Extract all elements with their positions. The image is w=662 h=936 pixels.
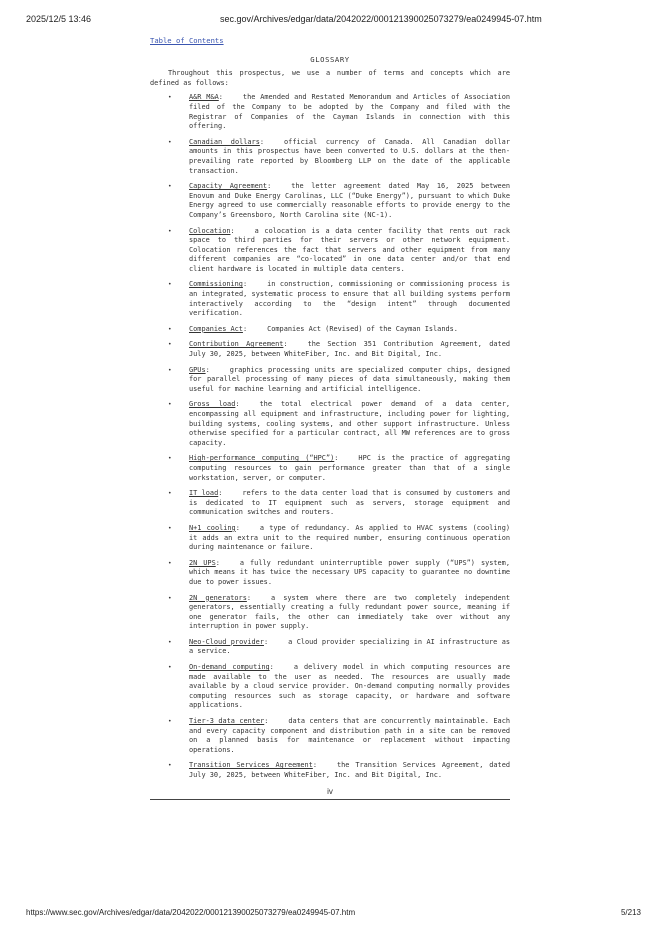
glossary-definition: a system where there are two completely independent generators, essentially creating a fully redundant power source, meaning if one generator fails, the other can immediately take over without any interruption in power supply. [189,593,511,631]
glossary-entry [150,559,510,588]
glossary-term: On-demand computing [189,663,270,672]
glossary-entry [150,761,510,780]
bullet-icon: • [168,594,172,602]
glossary-definition: in construction, commissioning or commissioning process is an integrated, systematic process to ensure that all building systems perform interactively according to the “design intent” through documented verification. [189,280,510,318]
glossary-term: Tier-3 data center [189,717,265,726]
glossary-entry [150,182,510,220]
term-colon: : [267,182,272,191]
term-colon: : [218,489,223,498]
glossary-entry [150,638,510,657]
glossary-entry [150,717,510,755]
glossary-definition: a colocation is a data center facility that rents out rack space to third parties for their servers or other network equipment. Colocation references the fact that servers and other equipment from many different companies are “co-located” in one data center and/or that end client hardware is located in multiple data centers. [189,226,510,273]
glossary-entry [150,400,510,448]
glossary-term: Transition Services Agreement [189,761,313,770]
page-number: iv [150,787,510,801]
bullet-icon: • [168,638,172,646]
bullet-icon: • [168,138,172,146]
glossary-term: A&R M&A [189,93,219,102]
term-colon: : [215,558,220,567]
glossary-definition: the Amended and Restated Memorandum and Articles of Association filed of the Company to be adopted by the Company and filed with the Registrar of Companies of the Cayman Islands in connection with this offering. [189,93,511,131]
term-colon: : [230,226,235,235]
bullet-icon: • [168,762,172,770]
term-colon: : [312,761,317,770]
term-colon: : [283,340,288,349]
glossary-definition: a Cloud provider specializing in AI infrastructure as a service. [189,637,510,656]
glossary-definition: the Transition Services Agreement, dated July 30, 2025, between WhiteFiber, Inc. and Bit Digital, Inc. [189,761,510,779]
bullet-icon: • [168,281,172,289]
glossary-definition: a fully redundant uninterruptible power supply (“UPS”) system, which means it has twice the necessary UPS capacity to guarantee no downtime due to power issues. [189,558,510,586]
bullet-icon: • [168,664,172,672]
page-title: GLOSSARY [310,54,350,64]
term-colon: : [242,280,248,289]
glossary-term: Companies Act [189,324,243,333]
glossary-entry [150,524,510,553]
term-colon: : [246,593,252,602]
bullet-icon: • [168,227,172,235]
glossary-term: 2N generators [189,593,247,602]
browser-print-footer-url: https://www.sec.gov/Archives/edgar/data/2042022/000121390025073279/ea0249945-07.htm [26,908,356,917]
document-page [150,36,510,800]
glossary-definition: a delivery model in which computing resources are made available to the user as needed. The resources are usually made available by a cloud service provider. On-demand computing normally provides computing resources such as storage capacity, or hardware and software applications. [189,663,510,710]
bullet-icon: • [168,718,172,726]
bullet-icon: • [168,183,172,191]
term-colon: : [269,663,274,672]
glossary-definition: Companies Act (Revised) of the Cayman Islands. [267,324,458,333]
glossary-term: Capacity Agreement [189,182,268,191]
bullet-icon: • [168,341,172,349]
term-colon: : [235,400,240,409]
glossary-entry [150,594,510,632]
term-colon: : [218,93,223,102]
bullet-icon: • [168,524,172,532]
glossary-entry [150,340,510,359]
glossary-term: IT load [189,489,219,498]
glossary-entry [150,366,510,395]
bullet-icon: • [168,559,172,567]
glossary-definition: the letter agreement dated May 16, 2025 between Enovum and Duke Energy Carolinas, LLC (“Duke Energy”), pursuant to which Duke Energy agreed to use commercially reasonable efforts to provide energy to the Company’s Greensboro, North Carolina site (NC-1). [189,182,510,219]
glossary-term: Commissioning [189,280,243,289]
glossary-entry [150,93,510,131]
glossary-definition: HPC is the practice of aggregating computing resources to gain performance greater than that of a single workstation, server, or computer. [189,454,510,482]
glossary-term: Gross load [189,400,236,409]
term-colon: : [235,523,240,532]
bullet-icon: • [168,455,172,463]
term-colon: : [242,324,248,333]
browser-print-page-count: 5/213 [620,908,641,917]
glossary-entry [150,489,510,518]
glossary-term: GPUs [189,365,206,374]
glossary-term: Contribution Agreement [189,340,284,349]
table-of-contents-link[interactable]: Table of Contents [150,36,224,45]
glossary-definition: graphics processing units are specialized computer chips, designed for parallel processing of many pieces of data simultaneously, making them useful for machine learning and artificial intelligence. [189,365,510,393]
glossary-entry [150,663,510,711]
glossary-definition: official currency of Canada. All Canadian dollar amounts in this prospectus have been converted to U.S. dollars at the then-prevailing rate reported by Bloomberg LLP on the date of the applicable transaction. [189,137,510,175]
bullet-icon: • [168,366,172,374]
glossary-term: N+1 cooling [189,523,236,532]
bullet-icon: • [168,94,172,102]
glossary-entry [150,280,510,318]
glossary-term: Neo-Cloud provider [189,637,264,646]
glossary-term: Colocation [189,226,231,235]
glossary-definition: a type of redundancy. As applied to HVAC systems (cooling) it adds an extra unit to the required number, ensuring continuous operation during maintenance or failure. [189,523,510,552]
glossary-term: Canadian dollars [189,137,260,146]
glossary-definition: data centers that are concurrently maintainable. Each and every capacity component and distribution path in a site can be removed on a planned basis for maintenance or replacement without impacting operations. [189,717,510,754]
term-colon: : [259,137,265,146]
term-colon: : [205,365,210,374]
term-colon: : [334,454,339,463]
glossary-definition: refers to the data center load that is consumed by customers and is dedicated to IT equipment such as servers, storage equipment and communication switches and routers. [189,489,510,517]
glossary-entry [150,325,510,335]
bullet-icon: • [168,325,172,333]
glossary-entry [150,454,510,483]
glossary-definition: the Section 351 Contribution Agreement, dated July 30, 2025, between WhiteFiber, Inc. and Bit Digital, Inc. [189,340,510,359]
bullet-icon: • [168,490,172,498]
glossary-term: 2N UPS [189,558,216,567]
glossary-term: High-performance computing (“HPC”) [189,454,335,463]
glossary-entry [150,138,510,176]
glossary-intro: Throughout this prospectus, we use a number of terms and concepts which are defined as follows: [150,69,510,87]
term-colon: : [264,717,269,726]
glossary-entry [150,227,510,275]
browser-print-datetime: 2025/12/5 13:46 [26,14,92,24]
term-colon: : [263,637,269,646]
glossary-definition: the total electrical power demand of a data center, encompassing all equipment and infrastructure, including power for lighting, building systems, cooling systems, and other support infrastructure. Unless otherwise specified for a particular contract, all MW references are to gross capacity. [189,400,510,447]
browser-print-url: sec.gov/Archives/edgar/data/2042022/000121390025073279/ea0249945-07.htm [220,14,542,24]
glossary-list [150,93,510,780]
bullet-icon: • [168,401,172,409]
